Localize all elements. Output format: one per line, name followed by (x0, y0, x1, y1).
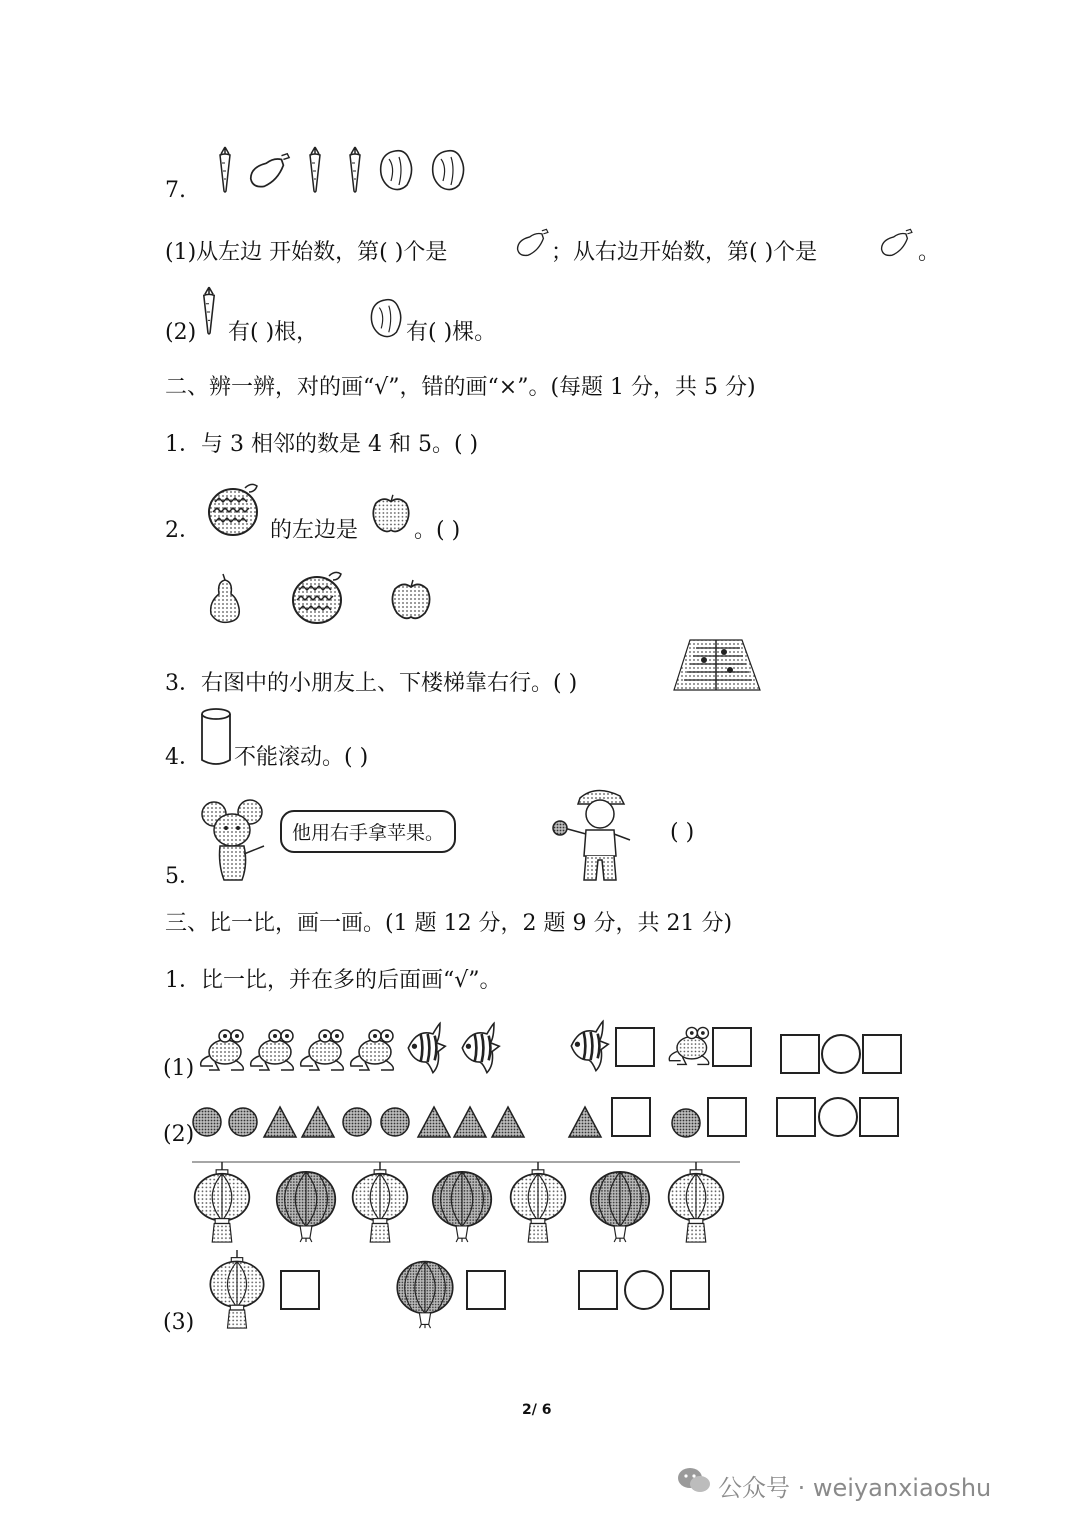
compare-circle[interactable] (818, 1097, 858, 1137)
grey-triangle (302, 1107, 334, 1137)
wechat-icon (676, 1466, 712, 1500)
lantern-icon (208, 1250, 268, 1336)
carrot-icon (220, 147, 230, 192)
boy-holding-apple-icon (550, 784, 642, 888)
judge-question-4-text: 不能滚动。( ) (234, 745, 369, 770)
answer-box[interactable] (712, 1027, 752, 1067)
lantern-icon (394, 1256, 458, 1336)
grey-triangle (418, 1107, 450, 1137)
judge-question-4-number: 4． (165, 745, 201, 770)
staircase-picture (672, 638, 762, 696)
judge-question-2-text: 的左边是 (270, 518, 359, 543)
frog-icon (351, 1030, 394, 1070)
row-label: (1) (163, 1056, 195, 1081)
grey-triangle (264, 1107, 296, 1137)
section-heading: 三、比一比，画一画。(1 题 12 分，2 题 9 分，共 21 分) (165, 911, 733, 936)
eggplant-icon (513, 222, 553, 268)
grey-circle (343, 1108, 371, 1136)
compare-question-1: 1．比一比，并在多的后面画“√”。 (165, 968, 502, 993)
answer-box[interactable] (707, 1097, 747, 1137)
cabbage-icon (433, 151, 464, 190)
row-label: (2) (163, 1122, 195, 1147)
question-number: 7. (165, 178, 186, 203)
answer-box[interactable] (611, 1097, 651, 1137)
pear-icon (211, 574, 240, 622)
frog-fish-row (195, 1020, 505, 1084)
lantern-icon (591, 1172, 650, 1242)
speech-bubble: 他用右手拿苹果。 (280, 810, 456, 853)
mouse-icon (198, 798, 278, 888)
q7-part1-mid: ；从右边开始数，第( )个是 (551, 240, 818, 265)
judge-question-5-number: 5． (165, 864, 201, 889)
grey-triangle (492, 1107, 524, 1137)
carrot-icon (310, 147, 320, 192)
frog-icon (251, 1030, 294, 1070)
lantern-icon (195, 1162, 250, 1242)
judge-question-3: 3．右图中的小朋友上、下楼梯靠右行。( ) (165, 671, 578, 696)
carrot-icon (198, 285, 222, 343)
grey-triangle (566, 1104, 604, 1144)
lantern-icon (669, 1162, 724, 1242)
grey-triangle (454, 1107, 486, 1137)
judge-question-2-number: 2． (165, 518, 201, 543)
judge-question-1: 1．与 3 相邻的数是 4 和 5。( ) (165, 432, 479, 457)
grey-circle (670, 1107, 702, 1143)
circle-triangle-row (192, 1104, 537, 1144)
q7-part2-cabbage-count: 有( )棵。 (406, 320, 497, 345)
section-heading: 二、辨一辨，对的画“√”，错的画“×”。(每题 1 分，共 5 分) (165, 375, 756, 400)
compare-circle[interactable] (821, 1034, 861, 1074)
q7-part2-label: (2) (165, 320, 197, 345)
carrot-icon (350, 147, 360, 192)
frog-icon (301, 1030, 344, 1070)
watermark-text: 公众号 · weiyanxiaoshu (718, 1474, 992, 1502)
lantern-string-row (190, 1158, 745, 1252)
answer-box[interactable] (466, 1270, 506, 1310)
answer-box[interactable] (578, 1270, 618, 1310)
judge-question-2-end: 。( ) (414, 518, 461, 543)
answer-box[interactable] (859, 1097, 899, 1137)
grey-circle (381, 1108, 409, 1136)
fish-icon (566, 1018, 612, 1080)
answer-box[interactable] (670, 1270, 710, 1310)
answer-box[interactable] (780, 1034, 820, 1074)
watermelon-icon (293, 572, 341, 623)
lantern-icon (433, 1172, 492, 1242)
lantern-icon (277, 1172, 336, 1242)
apple-icon (370, 492, 414, 540)
answer-box[interactable] (776, 1097, 816, 1137)
eggplant-icon (251, 154, 289, 187)
row-label: (3) (163, 1310, 195, 1335)
fish-icon (408, 1023, 445, 1072)
eggplant-icon (877, 222, 917, 268)
cylinder-icon (200, 706, 234, 772)
answer-box[interactable] (862, 1034, 902, 1074)
watermelon-icon (205, 482, 267, 544)
grey-circle (229, 1108, 257, 1136)
answer-box[interactable] (280, 1270, 320, 1310)
lantern-icon (353, 1162, 408, 1242)
frog-icon (201, 1030, 244, 1070)
compare-circle[interactable] (624, 1270, 664, 1310)
fish-icon (462, 1023, 499, 1072)
lantern-icon (511, 1162, 566, 1242)
answer-box[interactable] (615, 1027, 655, 1067)
cabbage-icon (381, 151, 412, 190)
frog-icon (664, 1022, 714, 1074)
vegetable-row (215, 145, 475, 201)
grey-circle (193, 1108, 221, 1136)
fruit-row (205, 568, 445, 632)
apple-icon (392, 580, 429, 618)
q7-part2-carrot-count: 有( )根， (228, 320, 319, 345)
q7-part1: (1)从左边 开始数，第( )个是 (165, 240, 448, 265)
q7-part1-end: 。 (918, 240, 941, 265)
judge-question-5-answer: ( ) (670, 820, 695, 845)
page-number: 2/ 6 (522, 1402, 552, 1418)
cabbage-icon (366, 296, 406, 346)
